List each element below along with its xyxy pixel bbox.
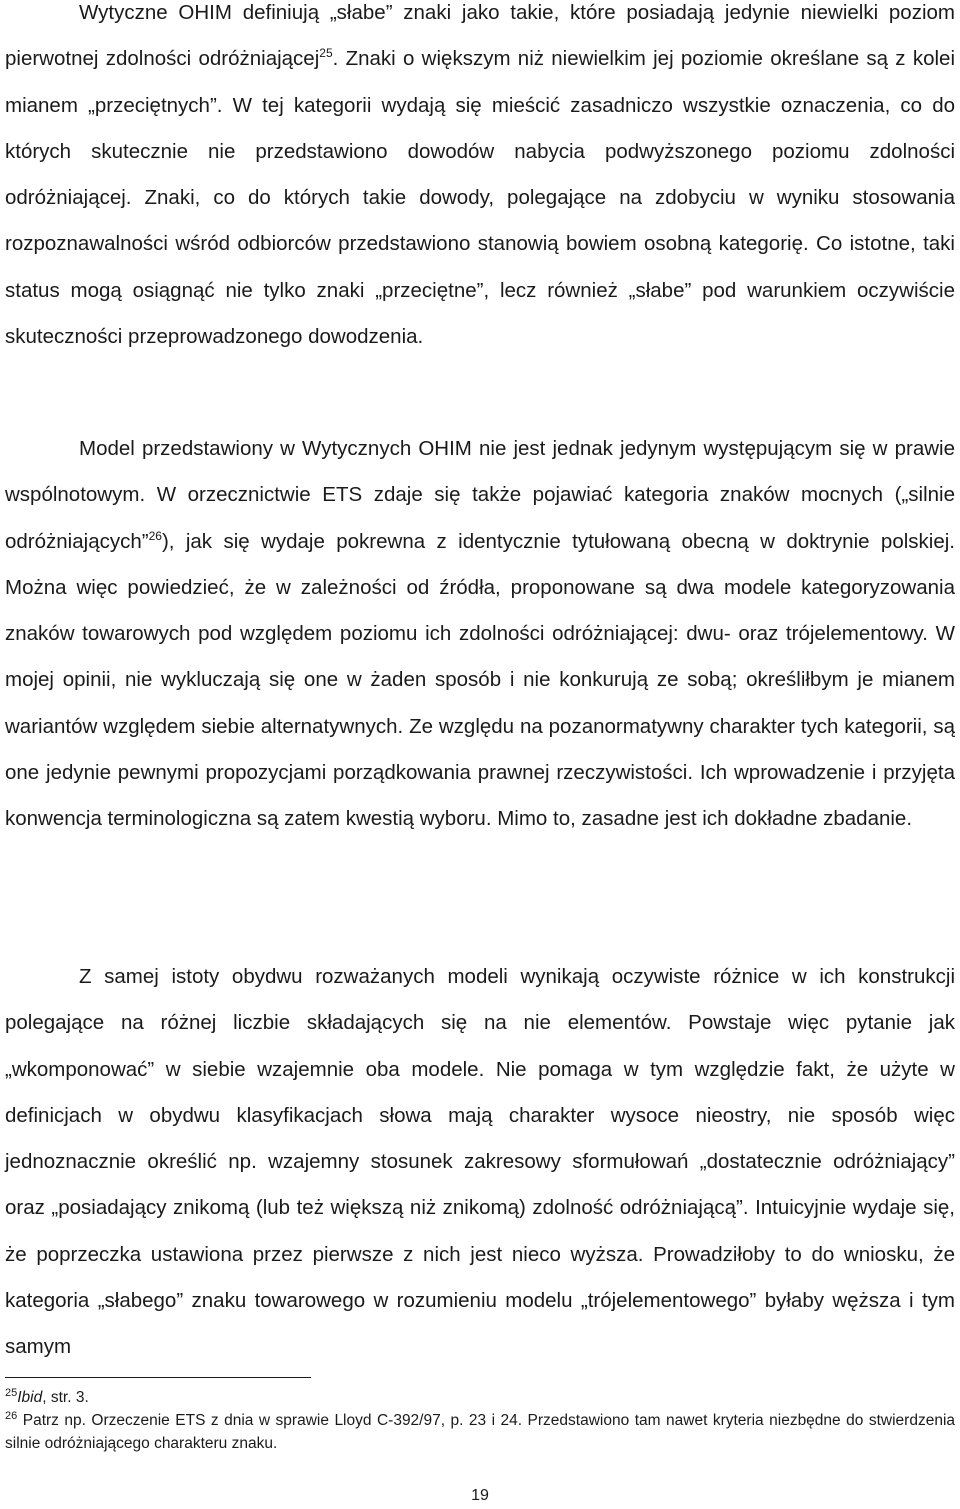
body-paragraph (5, 426, 955, 843)
footnote (5, 1409, 955, 1455)
page-number: 19 (471, 1487, 489, 1504)
body-paragraph (5, 954, 955, 1371)
body-paragraph (5, 0, 955, 360)
footnote-italic-text: Ibid (17, 1389, 43, 1406)
footnote-reference[interactable]: 25 (319, 46, 333, 61)
footnote-reference[interactable]: 26 (148, 528, 162, 543)
paragraph-text: Z samej istoty obydwu rozważanych modeli wynikają oczywiste różnice w ich konstrukcji polegające na różnej liczbie składających się na nie elementów. Powstaje więc pytanie jak „wkomponować” w siebie wzajemnie oba modele. Nie pomaga w tym względzie fakt, że użyte w definicjach w obydwu klasyfikacjach słowa mają charakter wysoce nieostry, nie sposób więc jednoznacznie określić np. wzajemny stosunek zakresowy sformułowań „dostatecznie odróżniający” oraz „posiadający znikomą (lub też większą niż znikomą) zdolność odróżniającą”. Intuicyjnie wydaje się, że poprzeczka ustawiona przez pierwsze z nich jest nieco wyższa. Prowadziłoby to do wniosku, że kategoria „słabego” znaku towarowego w rozumieniu modelu „trójelementowego” byłaby węższa i tym samym (5, 965, 955, 1359)
footnote-text: Patrz np. Orzeczenie ETS z dnia w sprawie Lloyd C-392/97, p. 23 i 24. Przedstawiono tam nawet kryteria niezbędne do stwierdzenia silnie odróżniającego charakteru znaku. (5, 1412, 956, 1452)
footnote-number: 26 (5, 1409, 18, 1422)
footnote-number: 25 (5, 1386, 18, 1399)
footnote-text: , str. 3. (42, 1389, 89, 1406)
paragraph-text: Wytyczne OHIM definiują „słabe” znaki jako takie, które posiadają jedynie niewielki poziom pierwotnej zdolności odróżniającej (5, 1, 955, 71)
paragraph-text: Model przedstawiony w Wytycznych OHIM nie jest jednak jedynym występującym się w prawie wspólnotowym. W orzecznictwie ETS zdaje się także pojawiać kategoria znaków mocnych („silnie odróżniających” (5, 437, 955, 553)
footnote (5, 1386, 955, 1409)
footnotes-section (5, 1386, 955, 1455)
footnote-separator (5, 1377, 311, 1378)
paragraph-text: ), jak się wydaje pokrewna z identycznie tytułowaną obecną w doktrynie polskiej. Można więc powiedzieć, że w zależności od źródła, proponowane są dwa modele kategoryzowania znaków towarowych pod względem poziomu ich zdolności odróżniającej: dwu- oraz trójelementowy. W mojej opinii, nie wykluczają się one w żaden sposób i nie konkurują ze sobą; określiłbym je mianem wariantów względem siebie alternatywnych. Ze względu na pozanormatywny charakter tych kategorii, są one jedynie pewnymi propozycjami porządkowania prawnej rzeczywistości. Ich wprowadzenie i przyjęta konwencja terminologiczna są zatem kwestią wyboru. Mimo to, zasadne jest ich dokładne zbadanie. (5, 529, 955, 831)
paragraph-text: . Znaki o większym niż niewielkim jej poziomie określane są z kolei mianem „przeciętnych”. W tej kategorii wydają się mieścić zasadniczo wszystkie oznaczenia, co do których skutecznie nie przedstawiono dowodów nabycia podwyższonego poziomu zdolności odróżniającej. Znaki, co do których takie dowody, polegające na zdobyciu w wyniku stosowania rozpoznawalności wśród odbiorców przedstawiono stanowią bowiem osobną kategorię. Co istotne, taki status mogą osiągnąć nie tylko znaki „przeciętne”, lecz również „słabe” pod warunkiem oczywiście skuteczności przeprowadzonego dowodzenia. (5, 47, 955, 349)
document-page (5, 0, 955, 1509)
